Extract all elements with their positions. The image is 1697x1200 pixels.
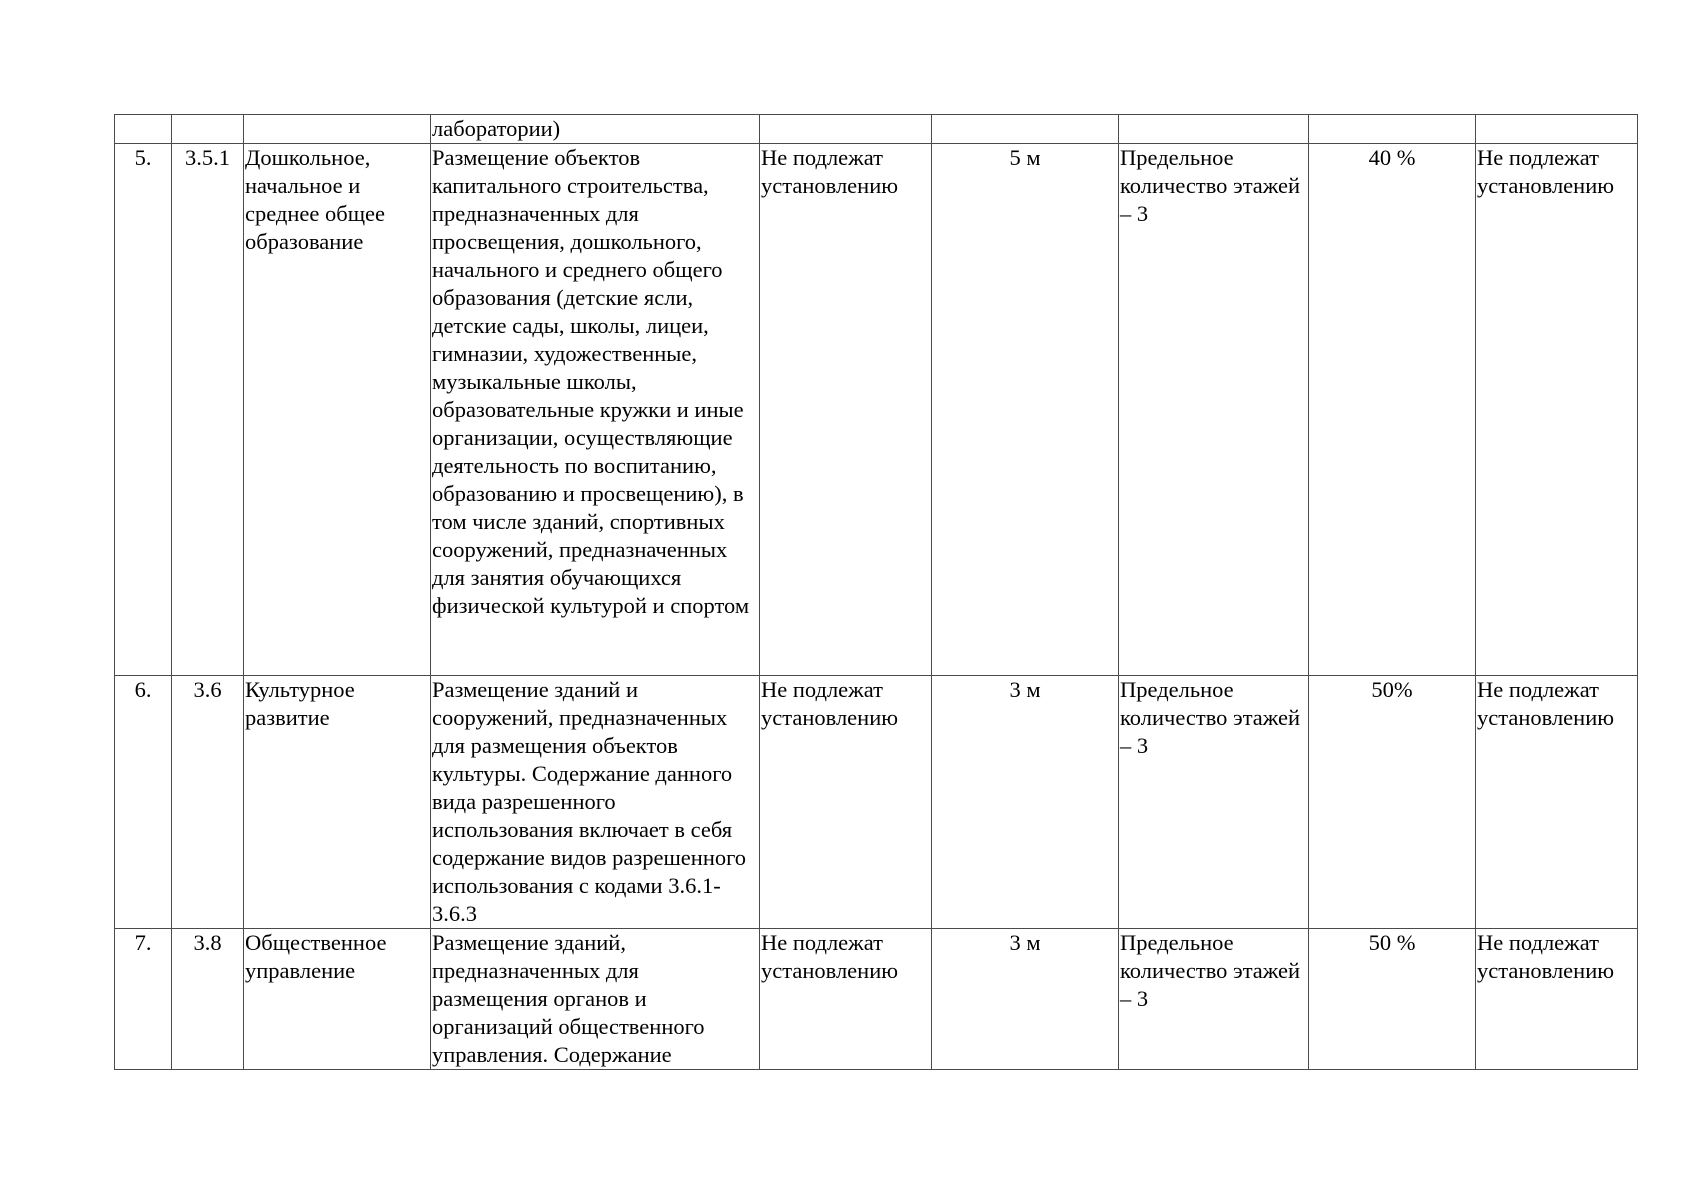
setback-cell: Не подлежат установлению [760, 929, 932, 1070]
use-code-cell [172, 115, 244, 144]
use-name-cell [244, 115, 431, 144]
zoning-regulations-table [114, 114, 1638, 1070]
other-params-cell [1476, 115, 1638, 144]
table-row [115, 144, 1638, 676]
use-description-cell: Размещение зданий, предназначенных для размещения органов и организаций общественного управления. Содержание [431, 929, 760, 1070]
setback-cell [760, 115, 932, 144]
setback-cell: Не подлежат установлению [760, 144, 932, 676]
use-name-cell: Общественное управление [244, 929, 431, 1070]
row-number-cell: 6. [115, 676, 172, 929]
floors-cell [1119, 115, 1309, 144]
table-row [115, 115, 1638, 144]
row-number-cell: 5. [115, 144, 172, 676]
use-code-cell: 3.6 [172, 676, 244, 929]
height-cell: 3 м [932, 676, 1119, 929]
use-description-cell: Размещение объектов капитального строительства, предназначенных для просвещения, дошкольного, начального и среднего общего образования (детские ясли, детские сады, школы, лицеи, гимназии, художественные, музыкальные школы, образовательные кружки и иные организации, осуществляющие деятельность по воспитанию, образованию и просвещению), в том числе зданий, спортивных сооружений, предназначенных для занятия обучающихся физической культурой и спортом [431, 144, 760, 676]
floors-cell: Предельное количество этажей – 3 [1119, 676, 1309, 929]
other-params-cell: Не подлежат установлению [1476, 929, 1638, 1070]
other-params-cell: Не подлежат установлению [1476, 144, 1638, 676]
height-cell: 5 м [932, 144, 1119, 676]
coverage-percent-cell: 50% [1309, 676, 1476, 929]
height-cell [932, 115, 1119, 144]
use-description-cell: лаборатории) [431, 115, 760, 144]
use-code-cell: 3.5.1 [172, 144, 244, 676]
height-cell: 3 м [932, 929, 1119, 1070]
use-code-cell: 3.8 [172, 929, 244, 1070]
use-name-cell: Культурное развитие [244, 676, 431, 929]
table-row [115, 676, 1638, 929]
use-description-cell: Размещение зданий и сооружений, предназначенных для размещения объектов культуры. Содержание данного вида разрешенного использования включает в себя содержание видов разрешенного использования с кодами 3.6.1-3.6.3 [431, 676, 760, 929]
row-number-cell [115, 115, 172, 144]
setback-cell: Не подлежат установлению [760, 676, 932, 929]
table-row [115, 929, 1638, 1070]
use-name-cell: Дошкольное, начальное и среднее общее образование [244, 144, 431, 676]
floors-cell: Предельное количество этажей – 3 [1119, 144, 1309, 676]
coverage-percent-cell: 50 % [1309, 929, 1476, 1070]
coverage-percent-cell: 40 % [1309, 144, 1476, 676]
coverage-percent-cell [1309, 115, 1476, 144]
other-params-cell: Не подлежат установлению [1476, 676, 1638, 929]
row-number-cell: 7. [115, 929, 172, 1070]
floors-cell: Предельное количество этажей – 3 [1119, 929, 1309, 1070]
